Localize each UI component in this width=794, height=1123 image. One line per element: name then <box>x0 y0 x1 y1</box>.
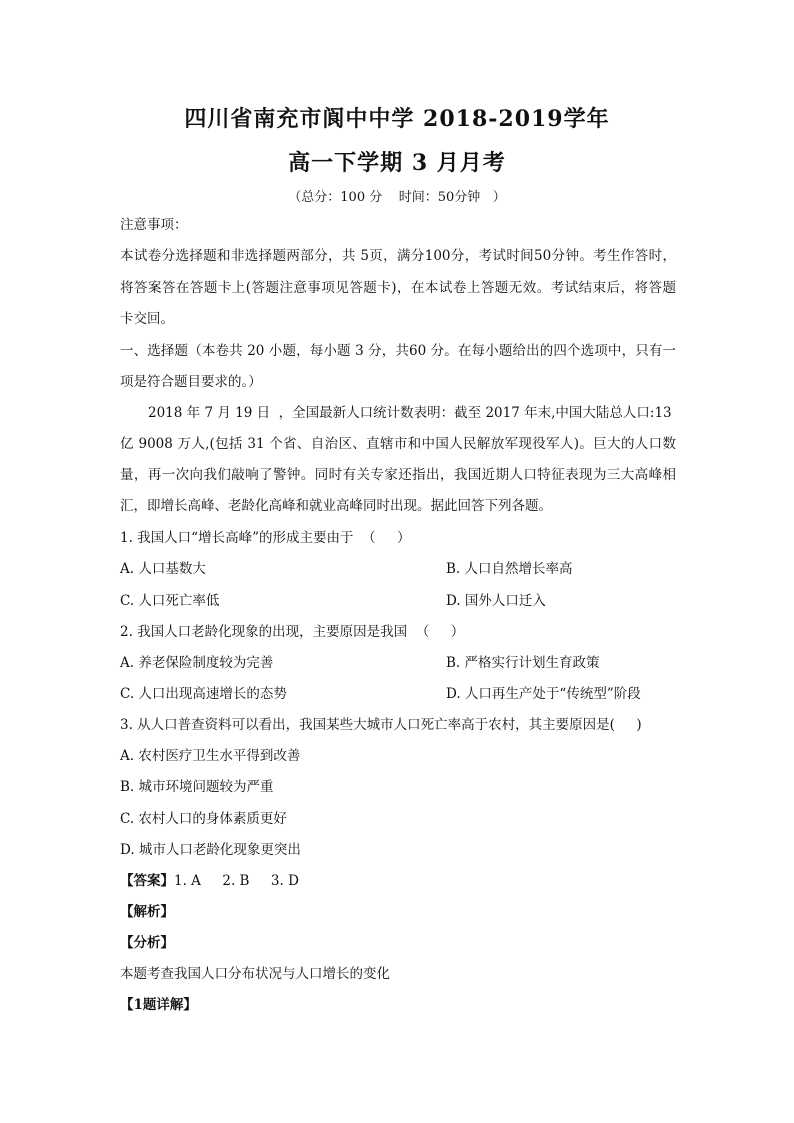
option-b: B. 城市环境问题较为严重 <box>120 779 274 795</box>
exam-title-line1: 四川省南充市阆中中学 2018-2019学年 <box>184 106 610 132</box>
section-heading: 一、选择题（本卷共 20 小题，每小题 3 分，共60 分。在每小题给出的四个选项中，只有一 <box>120 343 676 359</box>
notice-line: 本试卷分选择题和非选择题两部分，共 5页，满分100分，考试时间50分钟。考生作答时， <box>120 248 676 264</box>
option-b: B. 严格实行计划生育政策 <box>446 655 600 671</box>
passage-line: 汇，即增长高峰、老龄化高峰和就业高峰同时出现。据此回答下列各题。 <box>120 498 552 514</box>
answer-label: 【答案】 <box>120 873 174 889</box>
option-c: C. 农村人口的身体素质更好 <box>120 811 287 827</box>
detail-heading: 【1题详解】 <box>120 997 197 1013</box>
notice-line: 卡交回。 <box>120 311 174 327</box>
option-c: C. 人口死亡率低 <box>120 593 220 609</box>
question-stem: 3. 从人口普查资料可以看出，我国某些大城市人口死亡率高于农村，其主要原因是( ) <box>120 717 642 733</box>
passage-line: 量，再一次向我们敲响了警钟。同时有关专家还指出，我国近期人口特征表现为三大高峰相 <box>120 467 676 483</box>
analysis-text: 本题考查我国人口分布状况与人口增长的变化 <box>120 966 390 982</box>
analysis-heading: 【解析】 <box>120 904 174 920</box>
passage-line: 2018 年 7 月 19 日 ，全国最新人口统计数表明：截至 2017 年末,中国大陆总人口:13 <box>148 405 672 421</box>
option-d: D. 人口再生产处于“传统型”阶段 <box>446 686 641 702</box>
option-d: D. 城市人口老龄化现象更突出 <box>120 842 301 858</box>
fenxi-heading: 【分析】 <box>120 935 174 951</box>
answer-line <box>120 872 299 890</box>
question-stem: 2. 我国人口老龄化现象的出现，主要原因是我国 （ ） <box>120 624 465 640</box>
notice-heading: 注意事项： <box>120 217 188 233</box>
option-a: A. 农村医疗卫生水平得到改善 <box>120 748 301 764</box>
exam-title-line2: 高一下学期 3 月月考 <box>288 150 506 176</box>
option-a: A. 人口基数大 <box>120 561 206 577</box>
option-a: A. 养老保险制度较为完善 <box>120 655 274 671</box>
section-heading: 项是符合题目要求的。） <box>120 374 262 390</box>
question-stem: 1. 我国人口“增长高峰”的形成主要由于 （ ） <box>120 530 411 546</box>
notice-line: 将答案答在答题卡上(答题注意事项见答题卡)，在本试卷上答题无效。考试结束后，将答题 <box>120 280 676 296</box>
answer-text: 1. A 2. B 3. D <box>174 873 299 889</box>
option-c: C. 人口出现高速增长的态势 <box>120 686 287 702</box>
option-d: D. 国外人口迁入 <box>446 593 546 609</box>
exam-subtitle: （总分：100 分 时间：50分钟 ） <box>288 190 506 205</box>
passage-line: 亿 9008 万人,(包括 31 个省、自治区、直辖市和中国人民解放军现役军人)。巨大的人口数 <box>120 436 676 452</box>
option-b: B. 人口自然增长率高 <box>446 561 573 577</box>
